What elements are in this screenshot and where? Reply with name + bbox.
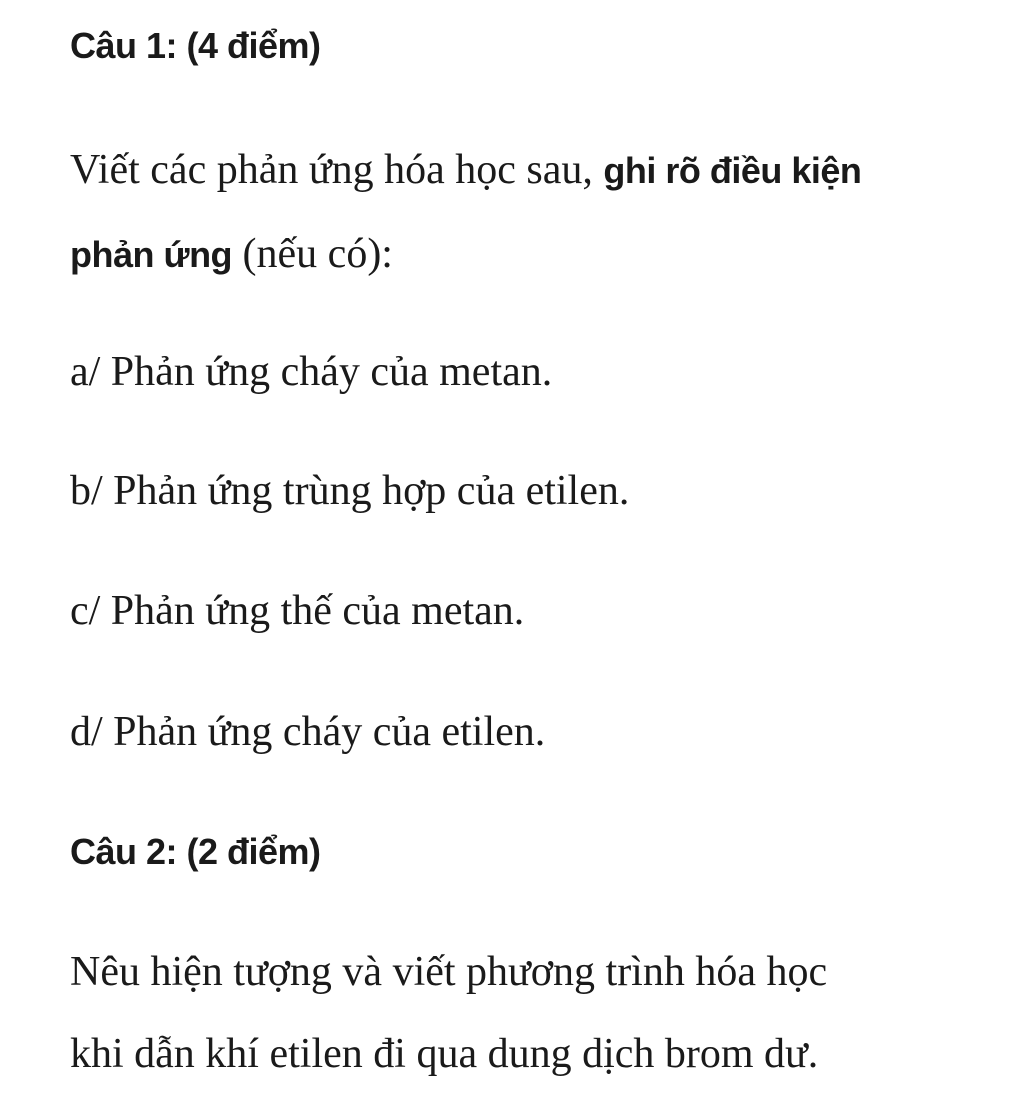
question-2-heading: Câu 2: (2 điểm) — [70, 831, 321, 872]
question-1-intro-line-1 — [70, 140, 861, 201]
question-2-body-line-1: Nêu hiện tượng và viết phương trình hóa học — [70, 949, 828, 995]
question-1-item-a: a/ Phản ứng cháy của metan. — [70, 349, 553, 395]
question-1-item-d: d/ Phản ứng cháy của etilen. — [70, 709, 546, 755]
question-1-intro-line-2 — [70, 224, 393, 285]
question-1-intro-text-cont: (nếu có): — [232, 231, 393, 277]
question-1-item-b: b/ Phản ứng trùng hợp của etilen. — [70, 468, 630, 514]
question-1-heading: Câu 1: (4 điểm) — [70, 25, 321, 66]
question-1-intro-text: Viết các phản ứng hóa học sau, — [70, 147, 604, 193]
question-2-body-line-2: khi dẫn khí etilen đi qua dung dịch brom dư. — [70, 1031, 819, 1077]
question-1-intro-emphasis-cont: phản ứng — [70, 234, 233, 275]
question-1-item-c: c/ Phản ứng thế của metan. — [70, 588, 525, 634]
question-1-intro-emphasis: ghi rõ điều kiện — [603, 150, 862, 191]
